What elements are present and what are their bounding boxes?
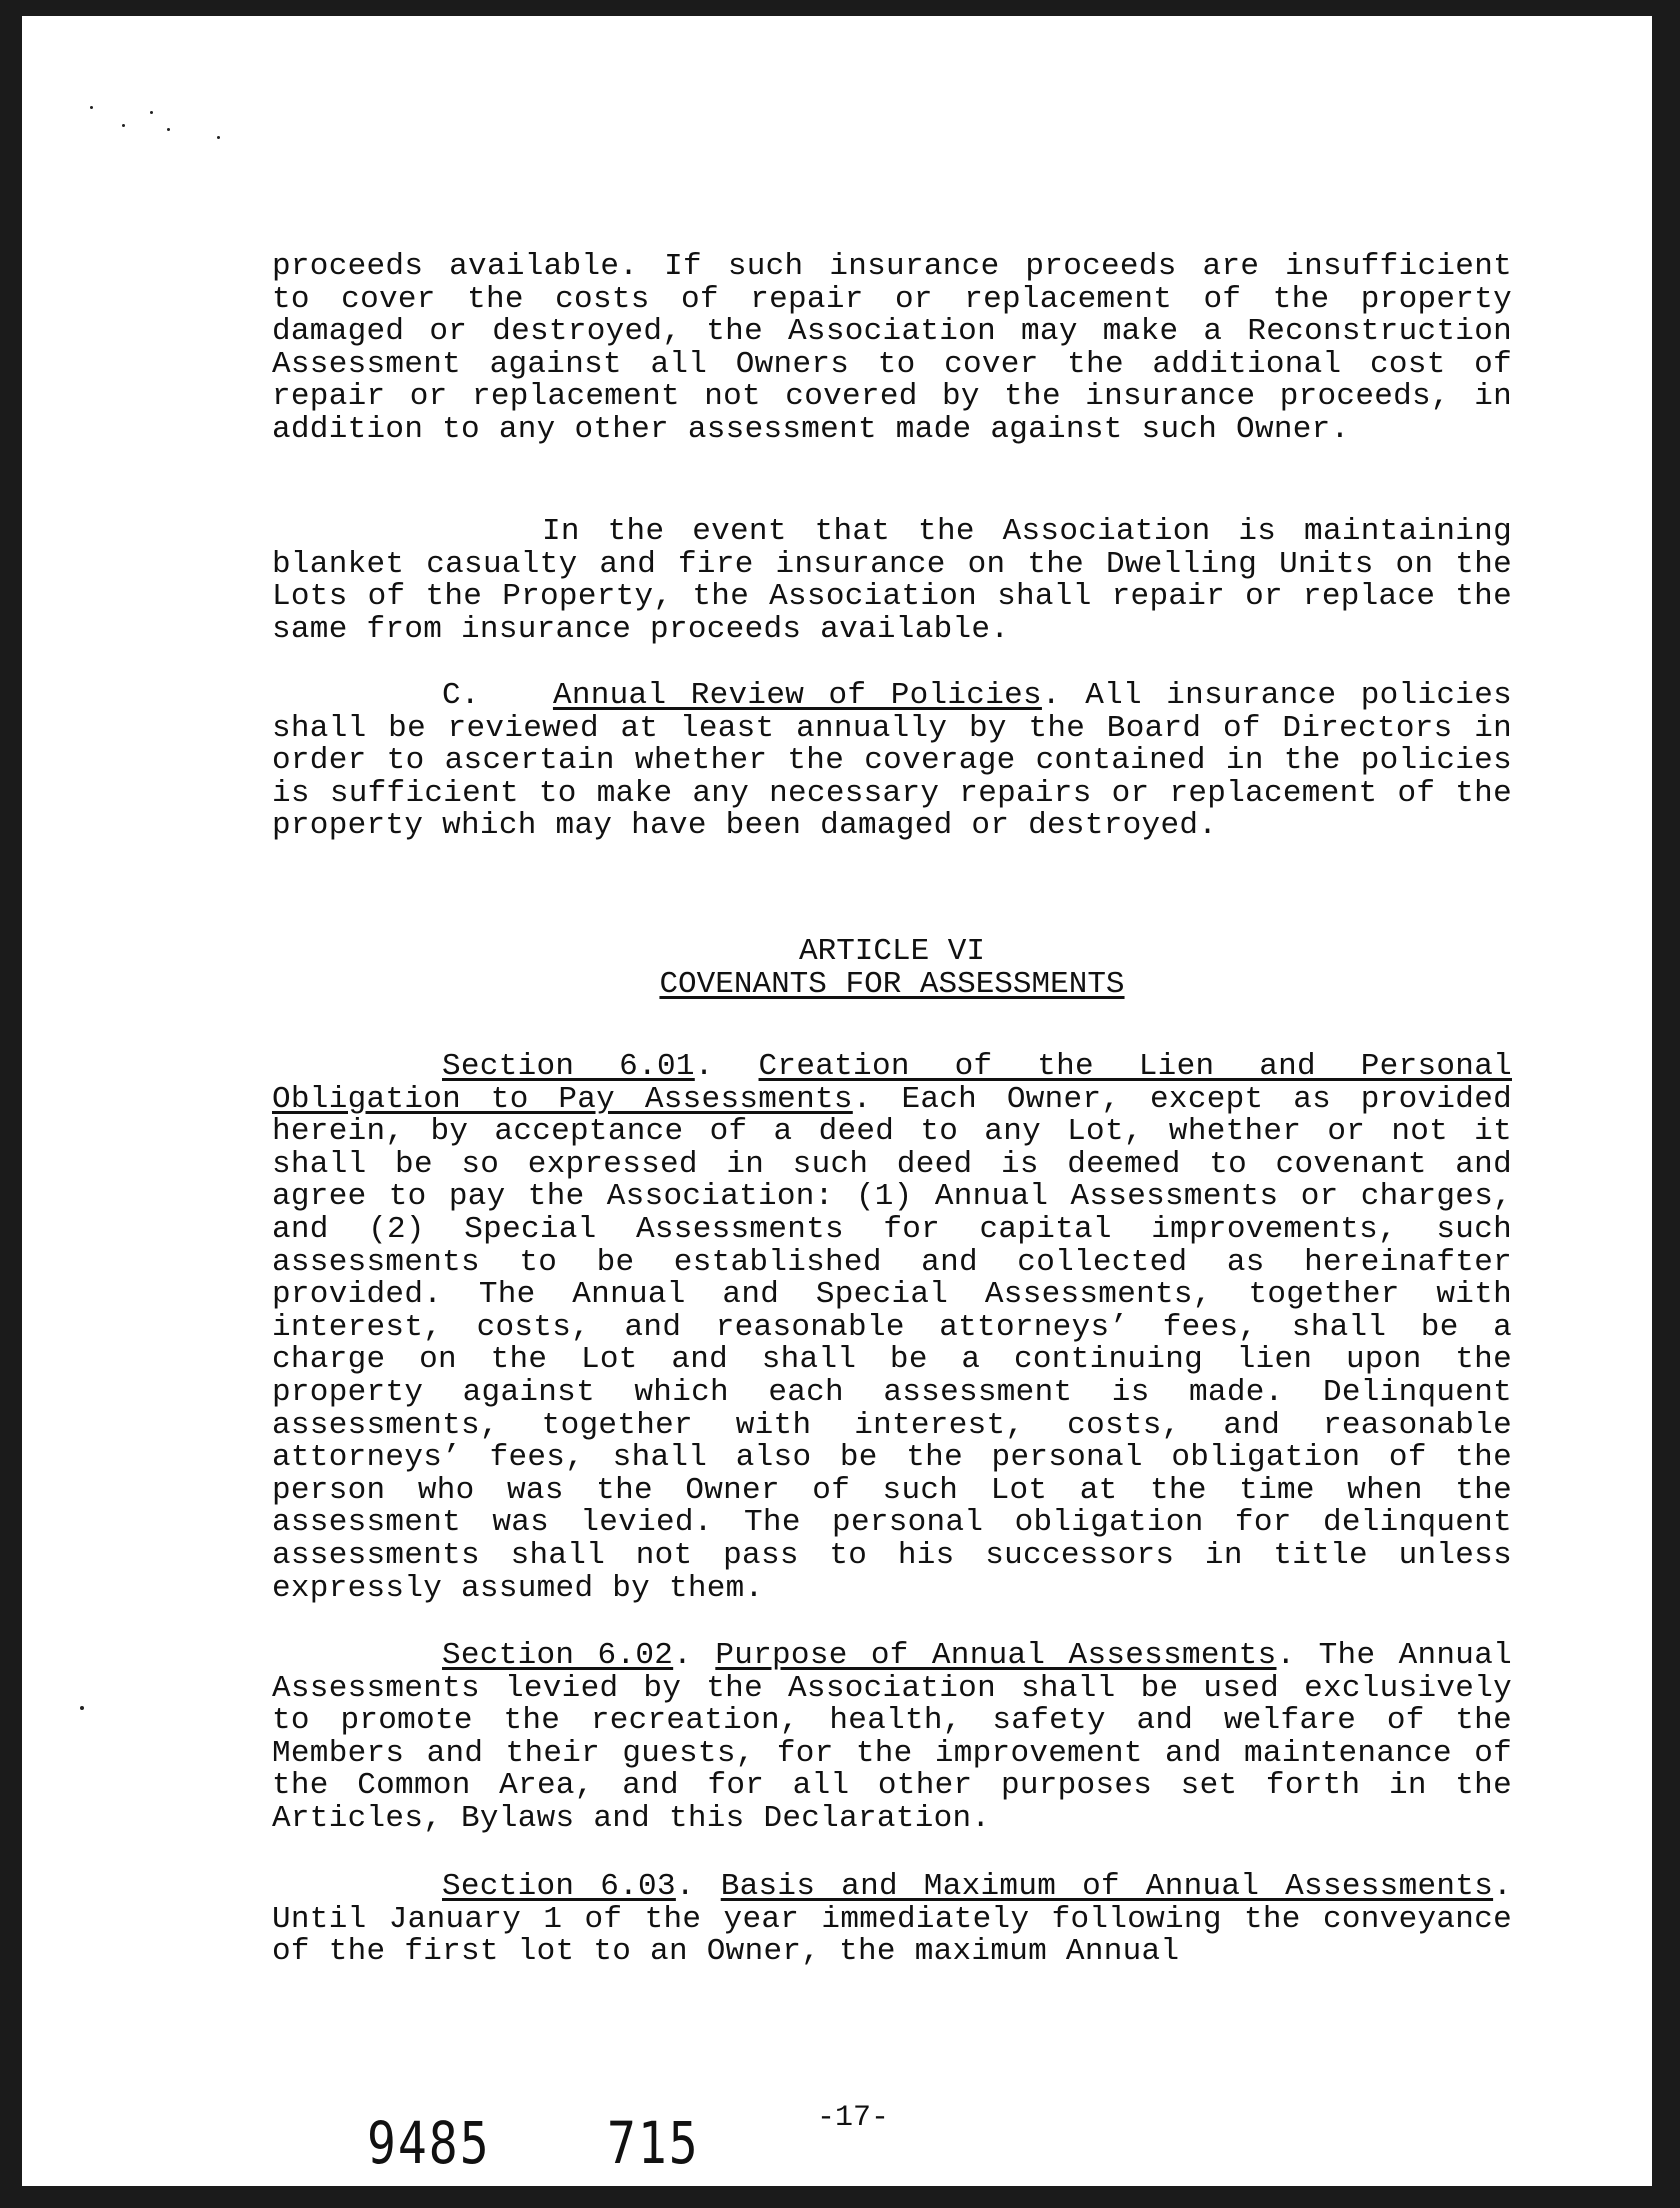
section-6-01: Section 6.01. Creation of the Lien and Personal Obligation to Pay Assessments. Each Owner, except as provided herein, by acceptance of a deed to any Lot, whether or not it shall be so expressed in such deed is deemed to covenant and agree to pay the Association: (1) Annual Assessments or charges, and (2) Special Assessments for capital improvements, such assessments to be established and collected as hereinafter provided. The Annual and Special Assessments, together with interest, costs, and reasonable attorneys’ fees, shall be a charge on the Lot and shall be a continuing lien upon the property against which each assessment is made. Delinquent assessments, together with interest, costs, and reasonable attorneys’ fees, shall also be the personal obligation of the person who was the Owner of such Lot at the time when the assessment was levied. The personal obligation for delinquent assessments shall not pass to his successors in title unless expressly assumed by them. (272, 1049, 1512, 1606)
article-title-text: COVENANTS FOR ASSESSMENTS (659, 967, 1125, 1002)
article-title (272, 969, 1512, 1002)
scan-speck (150, 111, 153, 114)
scan-speck (167, 128, 170, 131)
page-number: -17- (817, 2101, 890, 2135)
section-number: Section 6.02 (442, 1638, 674, 1673)
paragraph-blanket-insurance (272, 516, 1512, 646)
subsection-label: C. (442, 678, 480, 713)
section-6-03: Section 6.03. Basis and Maximum of Annual Assessments. Until January 1 of the year immediately following the conveyance of the first lot to an Owner, the maximum Annual (272, 1869, 1512, 1970)
scan-speck (90, 106, 93, 109)
paragraph-text: In the event that the Association is maintaining blanket casualty and fire insurance on the Dwelling Units on the Lots of the Property, the Association shall repair or replace the same from insurance proceeds available. (272, 514, 1512, 647)
paragraph-annual-review (272, 680, 1512, 843)
scan-speck (122, 124, 125, 127)
subsection-title: Annual Review of Policies (552, 678, 1042, 713)
paragraph-proceeds (272, 251, 1512, 447)
section-number: Section 6.01 (442, 1049, 695, 1084)
document-number-left: 9485 (367, 2110, 491, 2178)
section-title: Purpose of Annual Assessments (715, 1638, 1277, 1673)
section-title: Basis and Maximum of Annual Assessments (720, 1869, 1494, 1904)
section-body: . Until January 1 of the year immediately following the conveyance of the first lot to an Owner, the maximum Annual (272, 1869, 1512, 1970)
paragraph-text: proceeds available. If such insurance proceeds are insufficient to cover the costs of repair or replacement of the property damaged or destroyed, the Association may make a Reconstruction Assessment against all Owners to cover the additional cost of repair or replacement not covered by the insurance proceeds, in addition to any other assessment made against such Owner. (272, 249, 1512, 447)
scan-speck (217, 136, 220, 139)
scan-speck (80, 1706, 84, 1710)
section-number: Section 6.03 (442, 1869, 676, 1904)
section-body: . Each Owner, except as provided herein, by acceptance of a deed to any Lot, whether or not it shall be so expressed in such deed is deemed to covenant and agree to pay the Association: (1) Annual Assessments or charges, and (2) Special Assessments for capital improvements, such assessments to be established and collected as hereinafter provided. The Annual and Special Assessments, together with interest, costs, and reasonable attorneys’ fees, shall be a charge on the Lot and shall be a continuing lien upon the property against which each assessment is made. Delinquent assessments, together with interest, costs, and reasonable attorneys’ fees, shall also be the personal obligation of the person who was the Owner of such Lot at the time when the assessment was levied. The personal obligation for delinquent assessments shall not pass to his successors in title unless expressly assumed by them. (272, 1081, 1512, 1606)
section-title: Creation of the Lien and Personal Obligation to Pay Assessments (272, 1049, 1512, 1117)
paragraph-text: . All insurance policies shall be reviewed at least annually by the Board of Directors in order to ascertain whether the coverage contained in the policies is sufficient to make any necessary repairs or replacement of the property which may have been damaged or destroyed. (272, 678, 1512, 844)
document-page (22, 16, 1652, 2186)
document-number-right: 715 (607, 2110, 700, 2178)
article-number: ARTICLE VI (798, 934, 986, 969)
section-body: . The Annual Assessments levied by the Association shall be used exclusively to promote the recreation, health, safety and welfare of the Members and their guests, for the improvement and maintenance of the Common Area, and for all other purposes set forth in the Articles, Bylaws and this Declaration. (272, 1638, 1512, 1836)
section-6-02: Section 6.02. Purpose of Annual Assessments. The Annual Assessments levied by the Association shall be used exclusively to promote the recreation, health, safety and welfare of the Members and their guests, for the improvement and maintenance of the Common Area, and for all other purposes set forth in the Articles, Bylaws and this Declaration. (272, 1638, 1512, 1836)
